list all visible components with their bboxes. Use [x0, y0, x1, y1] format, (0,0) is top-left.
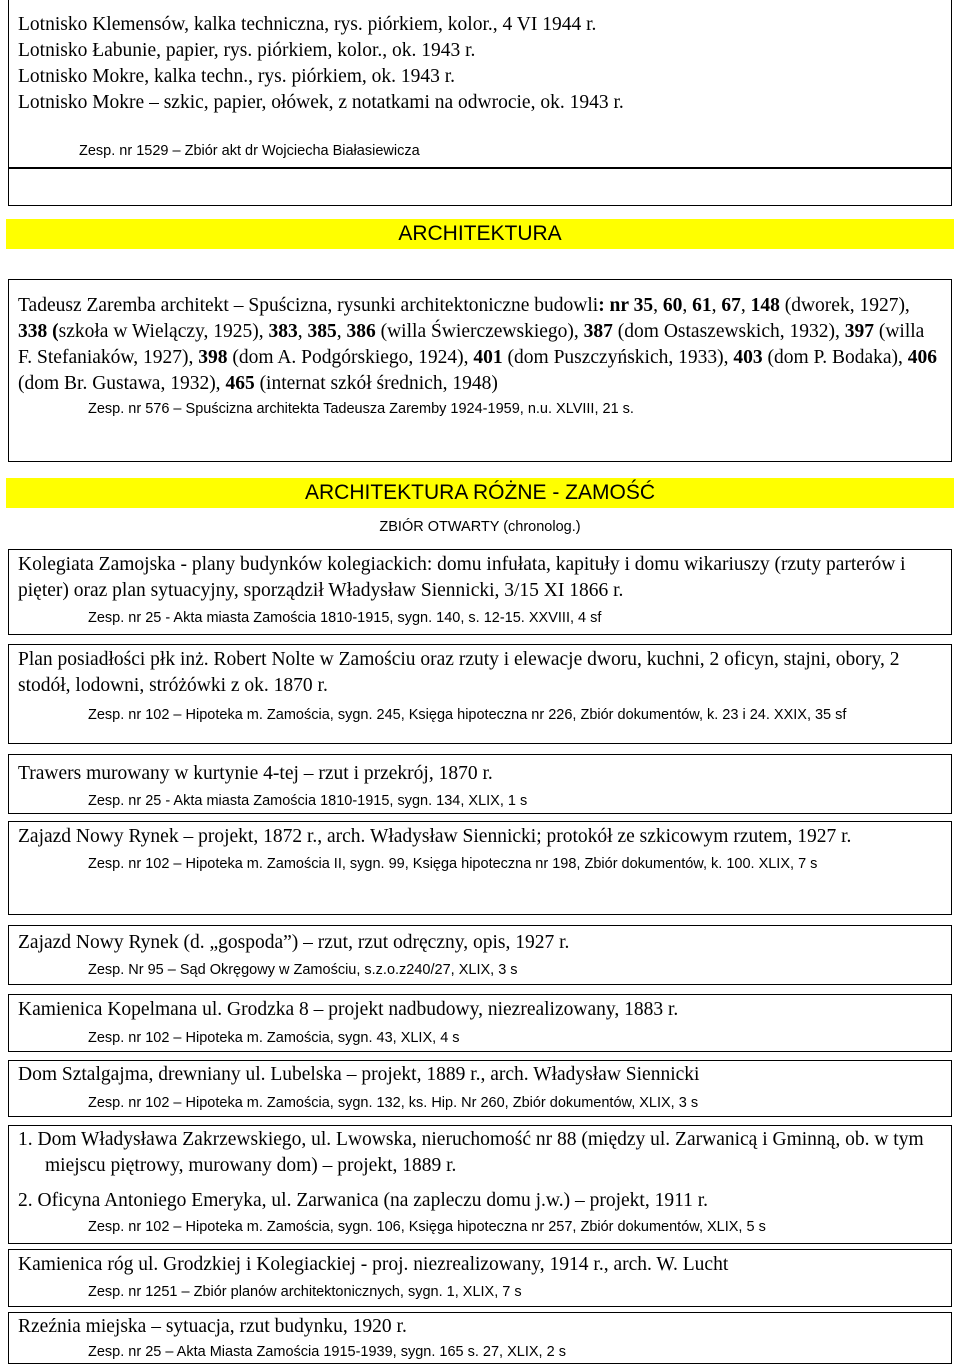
entry-text: Kamienica Kopelmana ul. Grodzka 8 – projekt nadbudowy, niezrealizowany, 1883 r.: [18, 999, 679, 1020]
entry-text: Trawers murowany w kurtynie 4-tej – rzut i przekrój, 1870 r.: [18, 763, 493, 784]
entry-reference: Zesp. nr 1251 – Zbiór planów architektonicznych, sygn. 1, XLIX, 7 s: [88, 1284, 522, 1300]
top-line-4: Lotnisko Mokre – szkic, papier, ołówek, z notatkami na odwrocie, ok. 1943 r.: [18, 92, 624, 113]
entry-reference: Zesp. nr 102 – Hipoteka m. Zamościa II, sygn. 99, Księga hipoteczna nr 198, Zbiór dokumentów, k. 100. XLIX, 7 s: [88, 856, 818, 872]
zaremba-reference: Zesp. nr 576 – Spuścizna architekta Tadeusza Zaremby 1924-1959, n.u. XLVIII, 21 s.: [88, 401, 634, 417]
entry-reference: Zesp. nr 25 - Akta miasta Zamościa 1810-1915, sygn. 134, XLIX, 1 s: [88, 793, 528, 809]
entry-trawers: [8, 754, 952, 814]
entry-text: Rzeźnia miejska – sytuacja, rzut budynku, 1920 r.: [18, 1316, 407, 1337]
entry-zajazd-gospoda: [8, 925, 952, 985]
entry-text: Plan posiadłości płk inż. Robert Nolte w Zamościu oraz rzuty i elewacje dworu, kuchni, 2 oficyn, stajni, obory, 2 stodół, lodowni, stróżówki z ok. 1870 r.: [18, 649, 900, 696]
top-line-1: Lotnisko Klemensów, kalka techniczna, rys. piórkiem, kolor., 4 VI 1944 r.: [18, 14, 597, 35]
entry-rzeznia: [8, 1312, 952, 1364]
entry-reference: Zesp. nr 102 – Hipoteka m. Zamościa, sygn. 106, Księga hipoteczna nr 257, Zbiór dokumentów, XLIX, 5 s: [88, 1219, 766, 1235]
top-line-3: Lotnisko Mokre, kalka techn., rys. piórkiem, ok. 1943 r.: [18, 66, 456, 87]
entry-reference: Zesp. nr 102 – Hipoteka m. Zamościa, sygn. 245, Księga hipoteczna nr 226, Zbiór dokumentów, k. 23 i 24. XXIX, 35 sf: [88, 707, 847, 723]
entry-reference: Zesp. nr 25 - Akta miasta Zamościa 1810-1915, sygn. 140, s. 12-15. XXVIII, 4 sf: [88, 610, 602, 626]
entry-reference: Zesp. nr 102 – Hipoteka m. Zamościa, sygn. 43, XLIX, 4 s: [88, 1030, 460, 1046]
collection-note: ZBIÓR OTWARTY (chronolog.): [379, 519, 581, 535]
top-reference: Zesp. nr 1529 – Zbiór akt dr Wojciecha Białasiewicza: [79, 143, 420, 159]
top-record-box: [8, 0, 952, 168]
zaremba-text: Tadeusz Zaremba architekt – Spuścizna, rysunki architektoniczne budowli: nr 35, 60, 61, 67, 148 (dworek, 1927), 338 (szkoła w Wielączy, 1925), 383, 385, 386 (willa Świerczewskiego), 387 (dom Ostaszewskich, 1932), 397 (willa F. Stefaniaków, 1927), 398 (dom A. Podgórskiego, 1924), 401 (dom Puszczyńskich, 1933), 403 (dom P. Bodaka), 406 (dom Br. Gustawa, 1932), 465 (internat szkół średnich, 1948): [18, 295, 938, 394]
entry-text: Kolegiata Zamojska - plany budynków kolegiackich: domu infułata, kapituły i domu wikariuszy (rzuty parterów i pięter) oraz plan sytuacyjny, sporządził Władysław Siennicki, 3/15 XI 1866 r.: [18, 554, 906, 601]
entry-zakrzewskiego-emeryka: [8, 1125, 952, 1244]
entry-kopelmana: [8, 994, 952, 1052]
entry-text: Dom Sztalgajma, drewniany ul. Lubelska – projekt, 1889 r., arch. Władysław Siennicki: [18, 1064, 700, 1085]
entry-text-2: 2. Oficyna Antoniego Emeryka, ul. Zarwanica (na zapleczu domu j.w.) – projekt, 1911 r.: [18, 1190, 709, 1211]
empty-box: [8, 168, 952, 206]
entry-grodzka-kolegiacka: [8, 1249, 952, 1307]
zaremba-entry: [8, 279, 952, 462]
section-heading-architektura-rozne: ARCHITEKTURA RÓŻNE - ZAMOŚĆ: [6, 478, 954, 508]
entry-sztalgajma: [8, 1060, 952, 1117]
entry-text: Zajazd Nowy Rynek (d. „gospoda”) – rzut, rzut odręczny, opis, 1927 r.: [18, 932, 570, 953]
entry-text: Zajazd Nowy Rynek – projekt, 1872 r., arch. Władysław Siennicki; protokół ze szkicowym rzutem, 1927 r.: [18, 826, 852, 847]
top-line-2: Lotnisko Łabunie, papier, rys. piórkiem, kolor., ok. 1943 r.: [18, 40, 476, 61]
entry-reference: Zesp. Nr 95 – Sąd Okręgowy w Zamościu, s.z.o.z240/27, XLIX, 3 s: [88, 962, 518, 978]
entry-text: 1. Dom Władysława Zakrzewskiego, ul. Lwowska, nieruchomość nr 88 (między ul. Zarwanicą i Gminną, ob. w tym miejscu piętrowy, murowany dom) – projekt, 1889 r.: [18, 1129, 924, 1176]
entry-reference: Zesp. nr 25 – Akta Miasta Zamościa 1915-1939, sygn. 165 s. 27, XLIX, 2 s: [88, 1344, 566, 1360]
entry-nolte: [8, 644, 952, 744]
entry-reference: Zesp. nr 102 – Hipoteka m. Zamościa, sygn. 132, ks. Hip. Nr 260, Zbiór dokumentów, XLIX, 3 s: [88, 1095, 699, 1111]
entry-text: Kamienica róg ul. Grodzkiej i Kolegiackiej - proj. niezrealizowany, 1914 r., arch. W. Lucht: [18, 1254, 729, 1275]
entry-kolegiata: [8, 549, 952, 635]
entry-zajazd-projekt: [8, 821, 952, 915]
section-heading-architektura: ARCHITEKTURA: [6, 219, 954, 249]
